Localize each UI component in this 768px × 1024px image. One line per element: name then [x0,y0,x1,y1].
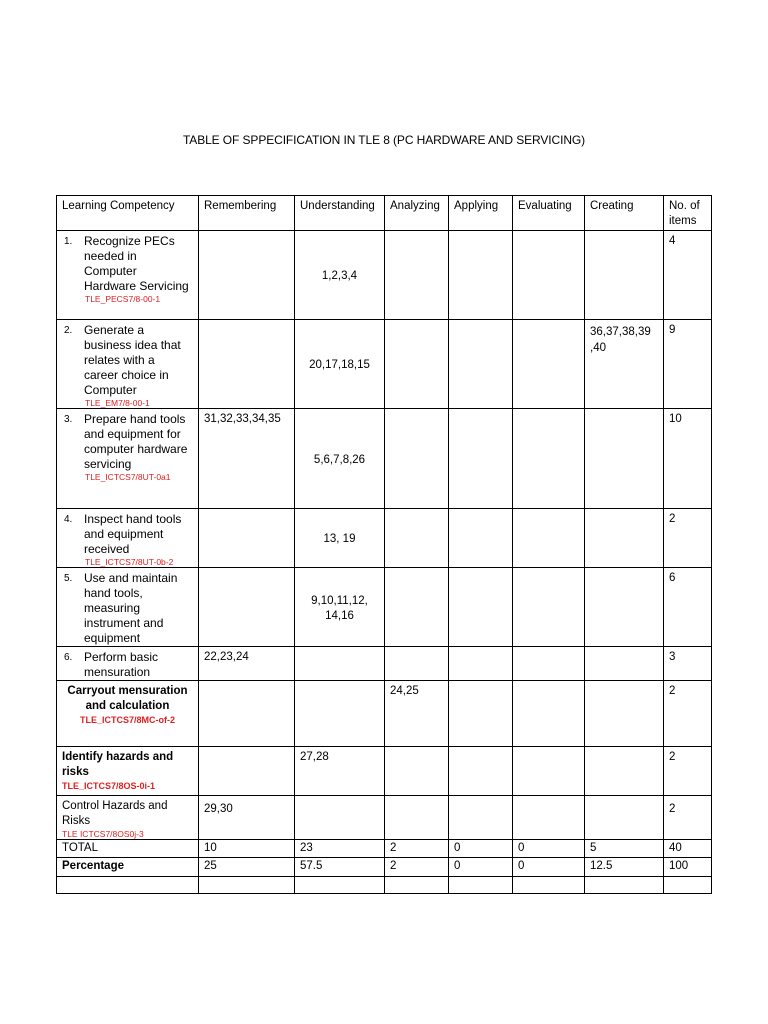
total-evaluating: 0 [513,840,585,858]
applying-cell [449,509,513,568]
row-number: 2. [64,325,73,336]
evaluating-cell [513,568,585,647]
competency-cell [57,409,199,509]
header-understanding: Understanding [295,196,385,231]
empty-cell [295,877,385,894]
competency-code: TLE_ICTCS7/8MC-of-2 [79,715,175,725]
total-remembering: 10 [199,840,295,858]
percentage-evaluating: 0 [513,858,585,877]
applying-cell [449,320,513,409]
remembering-cell [199,509,295,568]
evaluating-cell [513,231,585,320]
header-remembering: Remembering [199,196,295,231]
empty-cell [664,877,712,894]
percentage-remembering: 25 [199,858,295,877]
understanding-cell: 5,6,7,8,26 [295,409,385,509]
understanding-cell [295,796,385,840]
empty-cell [449,877,513,894]
evaluating-cell [513,747,585,796]
empty-cell [199,877,295,894]
table-row [57,796,712,840]
percentage-creating: 12.5 [585,858,664,877]
creating-cell [585,409,664,509]
analyzing-cell [385,409,449,509]
evaluating-cell [513,647,585,681]
competency-cell [57,568,199,647]
analyzing-cell [385,747,449,796]
analyzing-cell [385,568,449,647]
competency-text: Recognize PECs needed in Computer Hardware Servicing [84,234,189,293]
applying-cell [449,796,513,840]
specification-table [56,195,712,894]
remembering-cell [199,747,295,796]
percentage-understanding: 57.5 [295,858,385,877]
page-title: TABLE OF SPPECIFICATION IN TLE 8 (PC HARDWARE AND SERVICING) [182,133,586,147]
competency-text: Perform basic mensuration [84,650,159,679]
remembering-cell [199,231,295,320]
row-number: 4. [64,514,73,525]
percentage-label: Percentage [57,858,199,877]
applying-cell [449,231,513,320]
percentage-applying: 0 [449,858,513,877]
items-cell: 6 [664,568,712,647]
analyzing-cell [385,231,449,320]
total-row [57,840,712,858]
percentage-analyzing: 2 [385,858,449,877]
evaluating-cell [513,409,585,509]
remembering-cell [199,568,295,647]
evaluating-cell [513,681,585,747]
understanding-cell [295,647,385,681]
percentage-row [57,858,712,877]
analyzing-cell [385,647,449,681]
understanding-cell [295,681,385,747]
remembering-cell: 31,32,33,34,35 [199,409,295,509]
total-items: 40 [664,840,712,858]
applying-cell [449,681,513,747]
creating-cell [585,231,664,320]
items-cell: 9 [664,320,712,409]
creating-cell [585,568,664,647]
competency-text: Control Hazards and Risks [62,800,168,827]
empty-cell [57,877,199,894]
table-row [57,647,712,681]
competency-cell [57,747,199,796]
header-creating: Creating [585,196,664,231]
remembering-cell: 29,30 [199,796,295,840]
competency-code: TLE_ICTCS7/8UT-0a1 [85,472,171,482]
total-applying: 0 [449,840,513,858]
creating-cell [585,796,664,840]
creating-cell [585,747,664,796]
competency-cell [57,796,199,840]
creating-cell [585,647,664,681]
competency-code: TLE_EM7/8-00-1 [85,398,150,408]
header-applying: Applying [449,196,513,231]
evaluating-cell [513,796,585,840]
competency-code: TLE_PECS7/8-00-1 [85,294,161,304]
row-number: 6. [64,652,73,663]
items-cell: 2 [664,509,712,568]
evaluating-cell [513,509,585,568]
total-understanding: 23 [295,840,385,858]
row-number: 3. [64,414,73,425]
evaluating-cell [513,320,585,409]
competency-text: Identify hazards and risks [62,751,174,778]
creating-cell: 36,37,38,39 ,40 [585,320,664,409]
analyzing-cell [385,509,449,568]
items-cell: 3 [664,647,712,681]
competency-cell [57,681,199,747]
analyzing-cell [385,796,449,840]
remembering-cell [199,681,295,747]
remembering-cell: 22,23,24 [199,647,295,681]
table-row [57,747,712,796]
competency-cell [57,320,199,409]
analyzing-cell: 24,25 [385,681,449,747]
applying-cell [449,647,513,681]
header-items: No. of items [664,196,712,231]
header-competency: Learning Competency [57,196,199,231]
items-cell: 10 [664,409,712,509]
empty-cell [385,877,449,894]
competency-cell [57,509,199,568]
items-cell: 2 [664,681,712,747]
total-creating: 5 [585,840,664,858]
header-analyzing: Analyzing [385,196,449,231]
header-evaluating: Evaluating [513,196,585,231]
table-row [57,681,712,747]
understanding-cell: 27,28 [295,747,385,796]
competency-code: TLE_ICTCS7/8UT-0b-2 [85,557,174,567]
remembering-cell [199,320,295,409]
competency-code: TLE ICTCS7/8OS0j-3 [62,829,144,839]
competency-cell [57,647,199,681]
row-number: 1. [64,236,73,247]
creating-cell [585,681,664,747]
empty-row [57,877,712,894]
competency-text: Use and maintain hand tools, measuring instrument and equipment [84,571,178,645]
items-cell: 2 [664,747,712,796]
analyzing-cell [385,320,449,409]
table-row [57,409,712,509]
creating-cell [585,509,664,568]
applying-cell [449,568,513,647]
total-analyzing: 2 [385,840,449,858]
total-label: TOTAL [57,840,199,858]
competency-text: Inspect hand tools and equipment received [84,512,182,556]
empty-cell [513,877,585,894]
row-number: 5. [64,573,73,584]
competency-text: Prepare hand tools and equipment for computer hardware servicing [84,412,188,471]
competency-text: Generate a business idea that relates with a career choice in Computer [84,323,181,397]
understanding-cell: 9,10,11,12, 14,16 [295,568,385,647]
empty-cell [585,877,664,894]
applying-cell [449,409,513,509]
understanding-cell: 13, 19 [295,509,385,568]
table-row [57,231,712,320]
competency-cell [57,231,199,320]
items-cell: 2 [664,796,712,840]
applying-cell [449,747,513,796]
percentage-items: 100 [664,858,712,877]
table-row [57,320,712,409]
competency-text: Carryout mensuration and calculation [67,685,188,712]
table-row [57,568,712,647]
understanding-cell: 20,17,18,15 [295,320,385,409]
competency-code: TLE_ICTCS7/8OS-0i-1 [62,781,156,791]
understanding-cell: 1,2,3,4 [295,231,385,320]
table-row [57,509,712,568]
items-cell: 4 [664,231,712,320]
header-row [57,196,712,231]
